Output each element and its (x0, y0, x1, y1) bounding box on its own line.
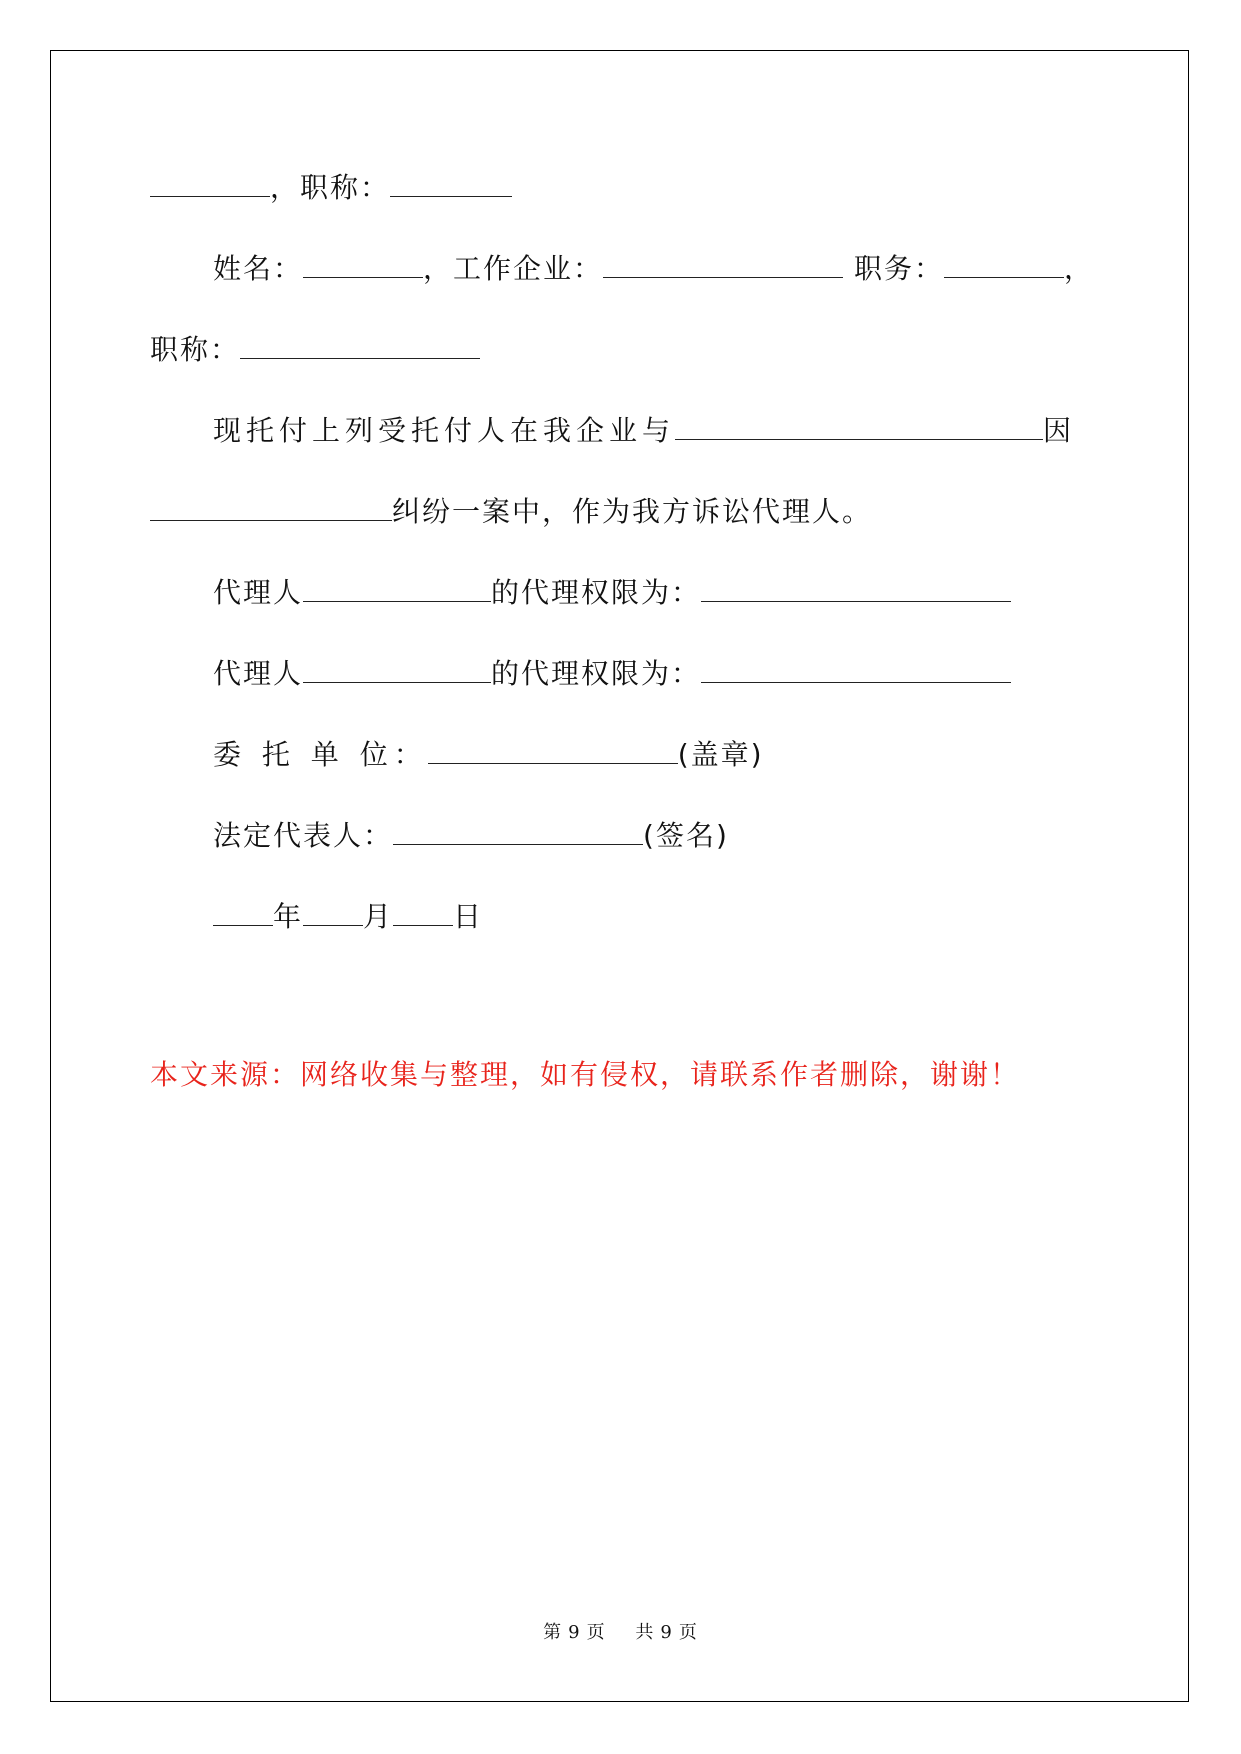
line-second-person (213, 249, 1094, 289)
company-label: 工作企业： (453, 252, 604, 285)
blank-field (303, 575, 491, 602)
blank-field (701, 575, 1011, 602)
total-suffix: 页 (678, 1622, 698, 1643)
dispute-text: 纠纷一案中，作为我方诉讼代理人。 (392, 495, 873, 528)
total-num: 9 (660, 1622, 673, 1643)
page-num: 9 (568, 1622, 581, 1643)
blank-field (675, 413, 1043, 440)
scope-label: 的代理权限为： (491, 657, 702, 690)
blank-field (944, 251, 1064, 278)
agent-label: 代理人 (213, 576, 304, 609)
month-label: 月 (363, 900, 394, 933)
total-prefix: 共 (635, 1622, 655, 1643)
line-entrust (213, 411, 1073, 451)
duty-label: 职务： (853, 252, 944, 285)
page-border (50, 50, 1189, 1702)
blank-field (393, 899, 453, 926)
cause-char: 因 (1043, 414, 1074, 447)
comma: ， (1063, 252, 1094, 285)
blank-field (428, 737, 678, 764)
blank-field (303, 899, 363, 926)
page-prefix: 第 (543, 1622, 563, 1643)
legal-rep-label: 法定代表人： (213, 819, 394, 852)
comma: ， (270, 171, 301, 204)
blank-field (240, 332, 480, 359)
source-note: 本文来源：网络收集与整理，如有侵权，请联系作者删除，谢谢！ (150, 1058, 1021, 1091)
name-label: 姓名： (213, 252, 304, 285)
entrust-text: 现托付上列受托付人在我企业与 (213, 414, 676, 447)
unit-label: 委 托 单 位： (213, 738, 428, 771)
line-date (213, 897, 483, 937)
seal-note: (盖章) (677, 738, 764, 771)
comma: ， (423, 252, 454, 285)
blank-field (150, 494, 392, 521)
title-label: 职称： (150, 333, 241, 366)
blank-field (213, 899, 273, 926)
blank-field (603, 251, 843, 278)
signature-note: (签名) (643, 819, 729, 852)
year-label: 年 (273, 900, 304, 933)
line-dispute (150, 492, 872, 532)
line-title-continued (150, 168, 512, 208)
line-agent-1 (213, 573, 1011, 613)
line-title (150, 330, 480, 370)
line-agent-2 (213, 654, 1011, 694)
agent-label: 代理人 (213, 657, 304, 690)
page-footer (0, 1618, 1241, 1644)
blank-field (303, 251, 423, 278)
blank-field (393, 818, 643, 845)
blank-field (303, 656, 491, 683)
blank-field (701, 656, 1011, 683)
line-entrusting-unit (213, 735, 764, 775)
page-total (632, 1622, 700, 1643)
title-label: 职称： (300, 171, 391, 204)
blank-field (390, 170, 512, 197)
line-legal-rep (213, 816, 729, 856)
page-number (540, 1622, 608, 1643)
day-label: 日 (453, 900, 484, 933)
scope-label: 的代理权限为： (491, 576, 702, 609)
blank-field (150, 170, 270, 197)
page-suffix: 页 (586, 1622, 606, 1643)
